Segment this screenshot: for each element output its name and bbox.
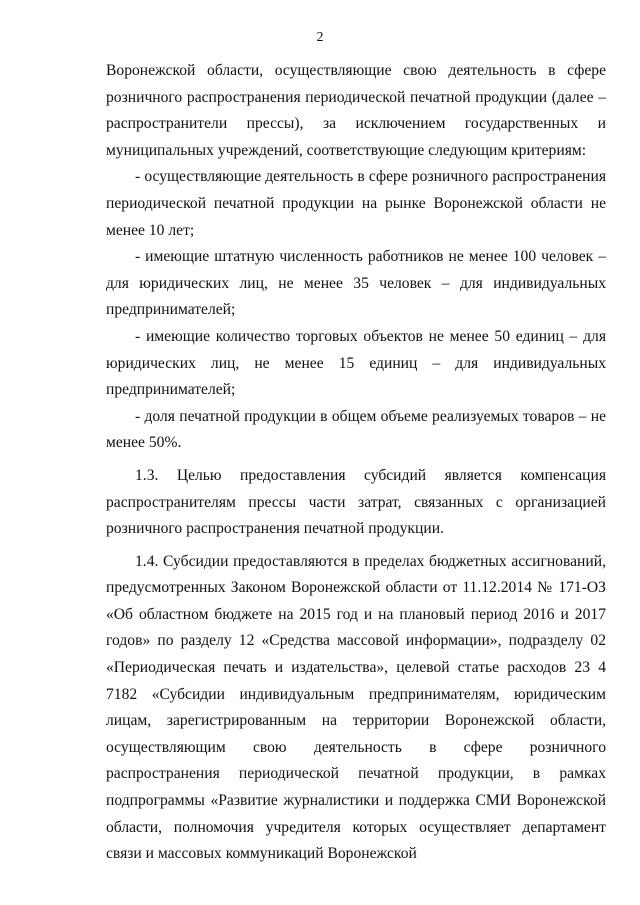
- document-body: [106, 58, 606, 868]
- paragraph-criterion-experience: - осуществляющие деятельность в сфере розничного распространения периодической печатной продукции на рынке Воронежской области не менее 10 лет;: [106, 168, 606, 239]
- paragraph-intro-continuation: Воронежской области, осуществляющие свою деятельность в сфере розничного распространения периодической печатной продукции (далее – распространители прессы), за исключением государственных и муниципальных учреждений, соответствующие следующим критериям:: [106, 62, 606, 159]
- page-number: 2: [316, 30, 324, 45]
- paragraph-1-3-purpose: 1.3. Целью предоставления субсидий является компенсация распространителям прессы части затрат, связанных с организацией розничного распространения печатной продукции.: [106, 466, 606, 538]
- paragraph-criterion-share: - доля печатной продукции в общем объеме реализуемых товаров – не менее 50%.: [106, 407, 606, 452]
- paragraph-criterion-outlets: - имеющие количество торговых объектов не менее 50 единиц – для юридических лиц, не менее 15 единиц – для индивидуальных предпринимателей;: [106, 327, 606, 399]
- paragraph-1-4-budget: 1.4. Субсидии предоставляются в пределах бюджетных ассигнований, предусмотренных Законом Воронежской области от 11.12.2014 № 171-ОЗ «Об областном бюджете на 2015 год и на плановый период 2016 и 2017 годов» по разделу 12 «Средства массовой информации», подразделу 02 «Периодическая печать и издательства», целевой статье расходов 23 4 7182 «Субсидии индивидуальным предпринимателям, юридическим лицам, зарегистрированным на территории Воронежской области, осуществляющим свою деятельность в сфере розничного распространения периодической печатной продукции, в рамках подпрограммы «Развитие журналистики и поддержка СМИ Воронежской области, полномочия учредителя которых осуществляет департамент связи и массовых коммуникаций Воронежской: [106, 552, 606, 863]
- paragraph-criterion-staff: - имеющие штатную численность работников не менее 100 человек – для юридических лиц, не менее 35 человек – для индивидуальных предпринимателей;: [106, 248, 606, 319]
